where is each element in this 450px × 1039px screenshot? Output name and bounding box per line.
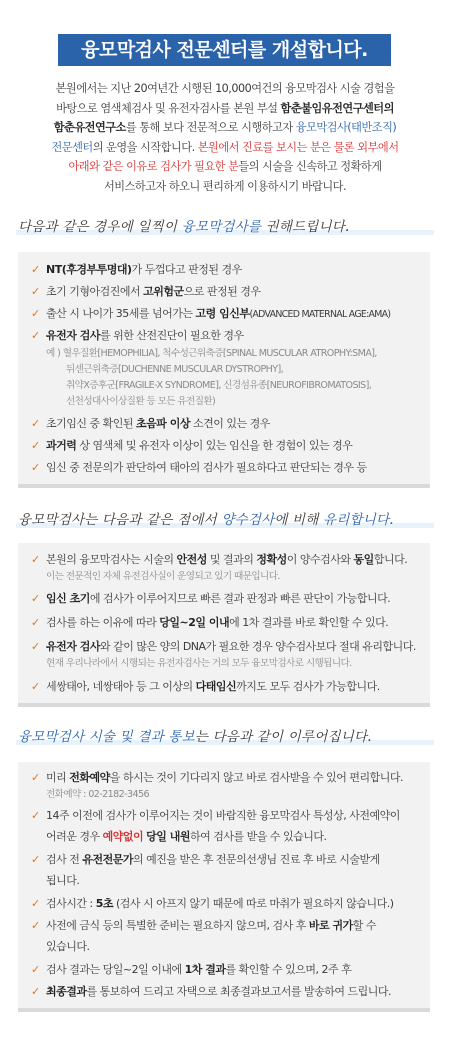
list-item: ✓ 본원의 융모막검사는 시술의 안전성 및 결과의 정확성이 양수검사와 동일합니다.: [31, 553, 408, 566]
list-item-continued: 됩니다.: [46, 874, 80, 887]
example-text: 예 ) 혈우질환[HEMOPHILIA], 척수성근위축증[SPINAL MUSCULAR ATROPHY:SMA],: [46, 348, 377, 359]
check-icon: ✓: [31, 771, 40, 784]
check-icon: ✓: [31, 592, 40, 605]
section3-heading: 융모막검사 시술 및 결과 통보는 다음과 같이 이루어집니다.: [18, 729, 372, 745]
page-title-banner: 융모막검사 전문센터를 개설합니다.: [58, 34, 391, 66]
check-icon: ✓: [31, 853, 40, 866]
list-item: ✓ 검사 전 유전전문가의 예진을 받은 후 전문의선생님 진료 후 바로 시술받게: [31, 853, 380, 866]
intro-line: 함춘유전연구소를 통해 보다 전문적으로 시행하고자 융모막검사(태반조직): [53, 121, 397, 134]
list-item: ✓ 검사 결과는 당일~2일 이내에 1차 결과를 확인할 수 있으며, 2주 후: [31, 963, 352, 976]
check-icon: ✓: [31, 439, 40, 452]
check-icon: ✓: [31, 285, 40, 298]
list-item: ✓ 검사를 하는 이유에 따라 당일~2일 이내에 1차 결과를 바로 확인할 수 있다.: [31, 616, 389, 629]
check-icon: ✓: [31, 640, 40, 653]
check-icon: ✓: [31, 553, 40, 566]
intro-paragraph: [18, 79, 432, 196]
check-icon: ✓: [31, 809, 40, 822]
check-icon: ✓: [31, 897, 40, 910]
list-item-continued: 어려운 경우 예약없이 당일 내원하여 검사를 받을 수 있습니다.: [46, 830, 327, 843]
intro-line: 바탕으로 염색체검사 및 유전자검사를 본원 부설 함춘불임유전연구센터의: [56, 101, 394, 115]
list-item: ✓ 유전자 검사를 위한 산전진단이 필요한 경우: [31, 329, 244, 342]
list-item: ✓ NT(후경부투명대)가 두껍다고 판정된 경우: [31, 263, 242, 276]
check-icon: ✓: [31, 616, 40, 629]
intro-line: 본원에서는 지난 20여년간 시행된 10,000여건의 융모막검사 시술 경험을: [55, 82, 395, 95]
list-item: ✓ 검사시간 : 5초 (검사 시 아프지 않기 때문에 따로 마취가 필요하지 않습니다.): [31, 897, 394, 910]
list-item-continued: 있습니다.: [46, 940, 90, 953]
check-icon: ✓: [31, 985, 40, 998]
list-item: ✓ 임신 중 전문의가 판단하여 태아의 검사가 필요하다고 판단되는 경우 등: [31, 461, 367, 474]
example-text: 취약X증후군[FRAGILE-X SYNDROME], 신경섬유종[NEUROFIBROMATOSIS],: [66, 380, 372, 391]
list-item: ✓ 최종결과를 통보하여 드리고 자택으로 최종결과보고서를 발송하여 드립니다.: [31, 985, 392, 998]
list-item: ✓ 유전자 검사와 같이 많은 양의 DNA가 필요한 경우 양수검사보다 절대 유리합니다.: [31, 640, 416, 653]
list-item: ✓ 사전에 금식 등의 특별한 준비는 필요하지 않으며, 검사 후 바로 귀가할 수: [31, 919, 376, 932]
list-item: ✓ 14주 이전에 검사가 이루어지는 것이 바람직한 융모막검사 특성상, 사전예약이: [31, 809, 400, 822]
check-icon: ✓: [31, 919, 40, 932]
intro-line: 전문센터의 운영을 시작합니다. 본원에서 진료를 보시는 분은 물론 외부에서: [51, 140, 399, 154]
example-text: 뒤센근위축증[DUCHENNE MUSCULAR DYSTROPHY],: [66, 364, 284, 375]
intro-line: 서비스하고자 하오니 편리하게 이용하시기 바랍니다.: [103, 179, 347, 193]
section1-box: [18, 252, 430, 488]
section3-box: [18, 762, 430, 1012]
list-item: ✓ 미리 전화예약을 하시는 것이 기다리지 않고 바로 검사받을 수 있어 편리합니다.: [31, 771, 404, 784]
check-icon: ✓: [31, 963, 40, 976]
list-item: ✓ 과거력 상 염색체 및 유전자 이상이 있는 임신을 한 경험이 있는 경우: [31, 439, 353, 452]
example-text: 선천성대사이상질환 등 모든 유전질환): [66, 396, 216, 407]
section1-heading: 다음과 같은 경우에 일찍이 융모막검사를 권해드립니다.: [18, 219, 350, 235]
list-item: ✓ 임신 초기에 검사가 이루어지므로 빠른 결과 판정과 빠른 판단이 가능합니다.: [31, 592, 391, 605]
note-text: 현재 우리나라에서 시행되는 유전자검사는 거의 모두 융모막검사로 시행됩니다.: [46, 658, 352, 669]
check-icon: ✓: [31, 307, 40, 320]
check-icon: ✓: [31, 417, 40, 430]
note-text: 이는 전문적인 자체 유전검사실이 운영되고 있기 때문입니다.: [46, 571, 280, 582]
list-item: ✓ 초기 기형아검진에서 고위험군으로 판정된 경우: [31, 285, 261, 298]
list-item: ✓ 출산 시 나이가 35세를 넘어가는 고령 임신부(ADVANCED MATERNAL AGE:AMA): [31, 307, 391, 320]
check-icon: ✓: [31, 461, 40, 474]
section2-box: [18, 543, 430, 707]
check-icon: ✓: [31, 680, 40, 693]
check-icon: ✓: [31, 329, 40, 342]
check-icon: ✓: [31, 263, 40, 276]
intro-line: 아래와 같은 이유로 검사가 필요한 분들의 시술을 신속하고 정확하게: [68, 160, 382, 173]
phone-text: 전화예약 : 02-2182-3456: [46, 789, 149, 800]
section2-heading: 융모막검사는 다음과 같은 점에서 양수검사에 비해 유리합니다.: [18, 512, 394, 528]
list-item: ✓ 초기임신 중 확인된 초음파 이상 소견이 있는 경우: [31, 417, 270, 430]
list-item: ✓ 세쌍태아, 네쌍태아 등 그 이상의 다태임신까지도 모두 검사가 가능합니다.: [31, 680, 380, 693]
